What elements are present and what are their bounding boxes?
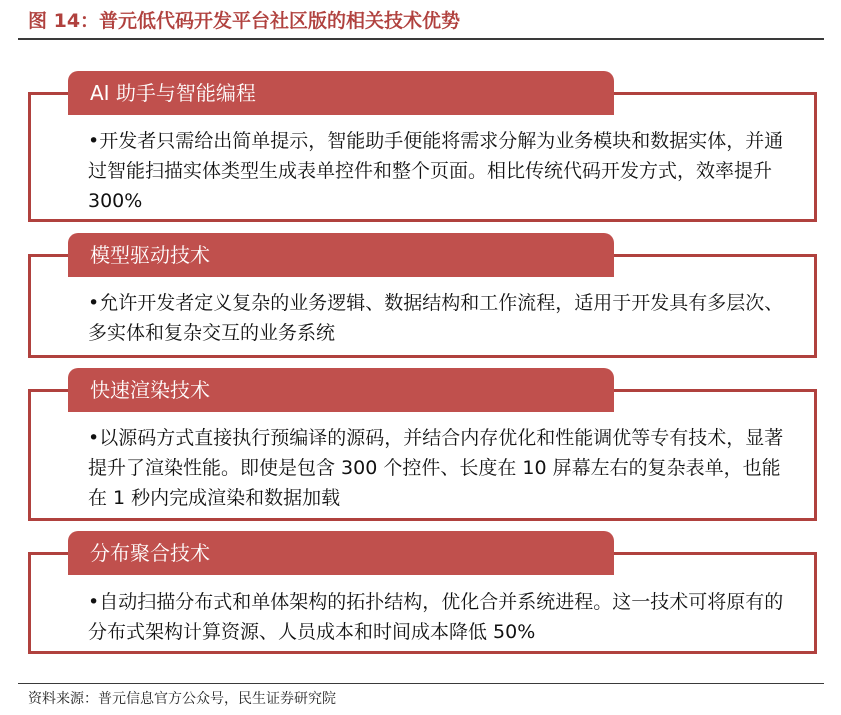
- section-body-ai-assistant: •开发者只需给出简单提示，智能助手便能将需求分解为业务模块和数据实体，并通过智能扫描实体类型生成表单控件和整个页面。相比传统代码开发方式，效率提升 300%: [88, 130, 784, 212]
- section-body-fast-render: •以源码方式直接执行预编译的源码，并结合内存优化和性能调优等专有技术，显著提升了渲染性能。即使是包含 300 个控件、长度在 10 屏幕左右的复杂表单，也能在 1 秒内完成渲染和数据加载: [88, 427, 784, 509]
- source-note: 资料来源：普元信息官方公众号，民生证券研究院: [28, 691, 336, 707]
- section-heading-fast-render: 快速渲染技术: [68, 368, 614, 412]
- footer-divider: [18, 683, 824, 684]
- figure-title: 图 14：普元低代码开发平台社区版的相关技术优势: [28, 10, 461, 32]
- title-divider: [18, 38, 824, 40]
- section-heading-ai-assistant: AI 助手与智能编程: [68, 71, 614, 115]
- section-body-distributed: •自动扫描分布式和单体架构的拓扑结构，优化合并系统进程。这一技术可将原有的分布式架构计算资源、人员成本和时间成本降低 50%: [88, 591, 784, 643]
- section-heading-model-driven: 模型驱动技术: [68, 233, 614, 277]
- section-body-model-driven: •允许开发者定义复杂的业务逻辑、数据结构和工作流程，适用于开发具有多层次、多实体和复杂交互的业务系统: [88, 292, 784, 344]
- section-heading-distributed: 分布聚合技术: [68, 531, 614, 575]
